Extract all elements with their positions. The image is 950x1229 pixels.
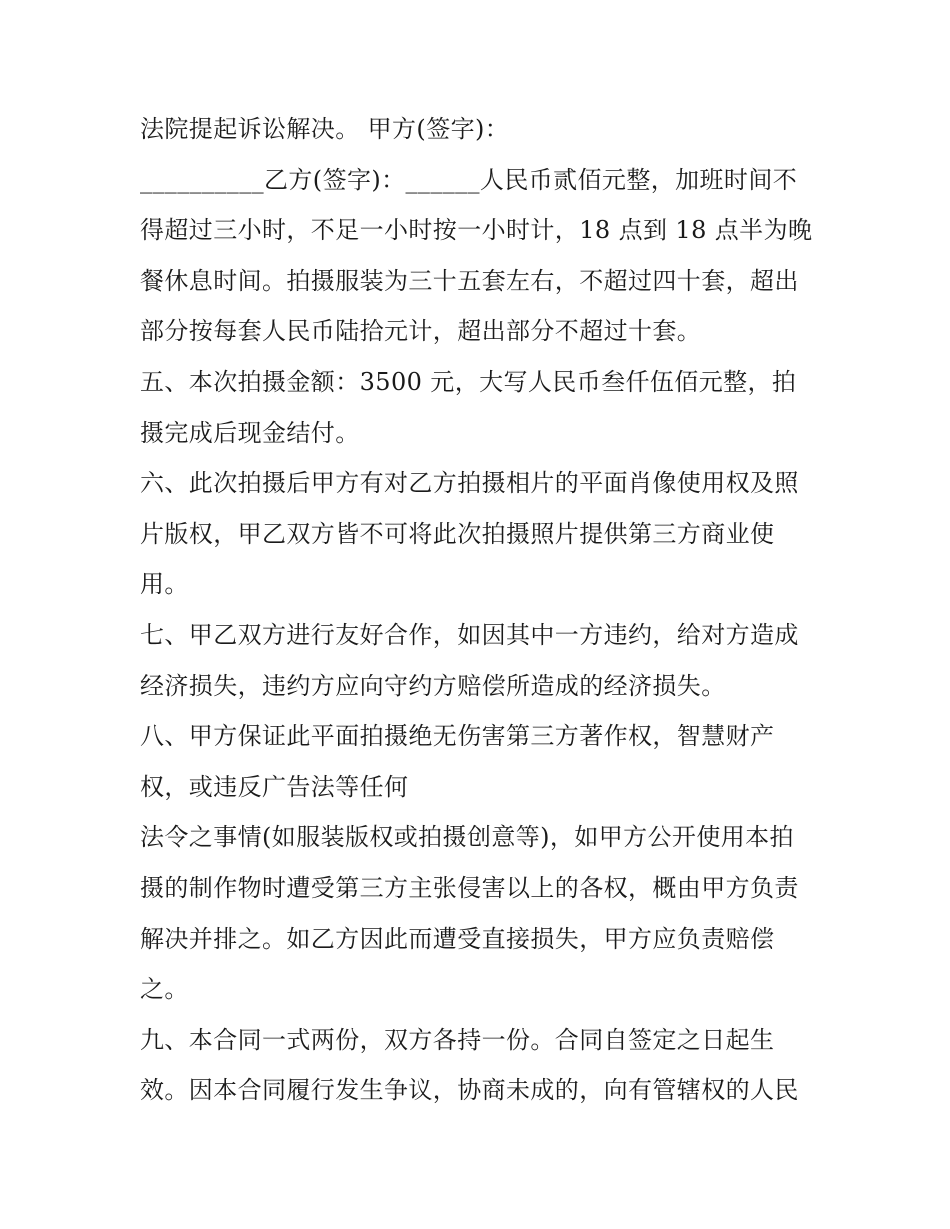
- text-line: 法院提起诉讼解决。 甲方(签字)：: [140, 115, 510, 143]
- text-line: 用。: [140, 570, 189, 599]
- text-line: 部分按每套人民币陆拾元计，超出部分不超过十套。: [140, 317, 702, 346]
- text-line: 解决并排之。如乙方因此而遭受直接损失，甲方应负责赔偿: [140, 924, 775, 953]
- text-line: 片版权，甲乙双方皆不可将此次拍摄照片提供第三方商业使: [140, 519, 775, 548]
- text-line: 九、本合同一式两份，双方各持一份。合同自签定之日起生: [140, 1025, 775, 1054]
- text-line: 六、此次拍摄后甲方有对乙方拍摄相片的平面肖像使用权及照: [140, 469, 799, 498]
- text-line: 经济损失，违约方应向守约方赔偿所造成的经济损失。: [140, 671, 726, 700]
- text-line: 得超过三小时，不足一小时按一小时计，18 点到 18 点半为晚: [140, 216, 813, 245]
- text-line: __________乙方(签字)：______人民币贰佰元整，加班时间不: [140, 165, 798, 194]
- text-line: 七、甲乙双方进行友好合作，如因其中一方违约，给对方造成: [140, 620, 799, 649]
- text-line: 摄完成后现金结付。: [140, 418, 360, 447]
- text-line: 八、甲方保证此平面拍摄绝无伤害第三方著作权，智慧财产: [140, 722, 775, 751]
- contract-body-text: [140, 104, 820, 1116]
- text-line: 五、本次拍摄金额：3500 元，大写人民币叁仟伍佰元整，拍: [140, 367, 797, 396]
- text-line: 餐休息时间。拍摄服装为三十五套左右，不超过四十套，超出: [140, 266, 799, 295]
- text-line: 效。因本合同履行发生争议，协商未成的，向有管辖权的人民: [140, 1076, 799, 1105]
- text-line: 之。: [140, 975, 189, 1004]
- text-line: 摄的制作物时遭受第三方主张侵害以上的各权，概由甲方负责: [140, 873, 799, 902]
- text-line: 权，或违反广告法等任何: [140, 772, 409, 801]
- text-line: 法令之事情(如服装版权或拍摄创意等)，如甲方公开使用本拍: [140, 823, 794, 852]
